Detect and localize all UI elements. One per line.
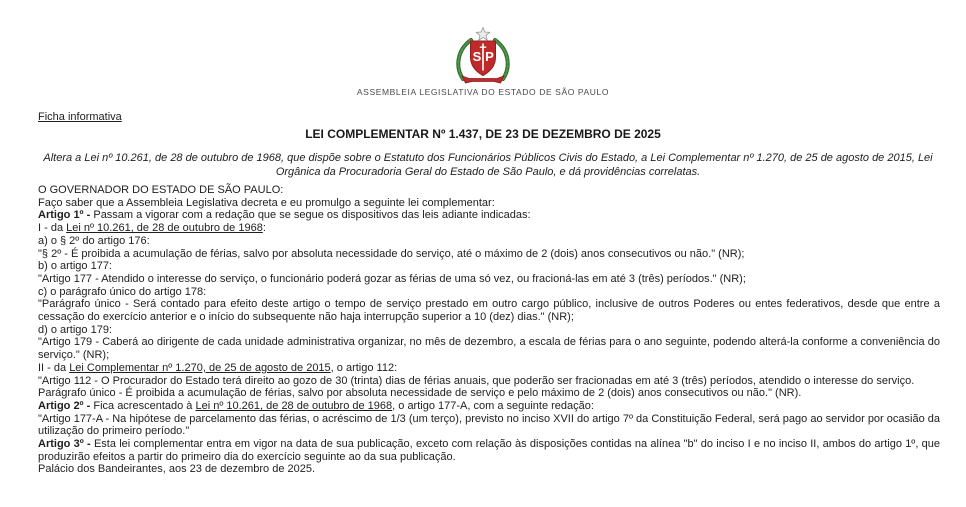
body-paragraph [38,298,940,323]
body-paragraph [38,260,940,273]
text-run: d) o artigo 179: [38,323,112,336]
text-run: Fica acrescentado à [90,399,196,412]
body-paragraph [38,400,940,413]
body-paragraph [38,387,940,400]
text-run: Esta lei complementar entra em vigor na data de sua publicação, exceto com relação às disposições contidas na alínea "b" do inciso I e no inciso II, ambos do artigo 1º, que produzirão efeitos a partir do primeiro dia do exercício seguinte ao da sua publicação. [38,438,940,463]
law-link[interactable]: Lei nº 10.261, de 28 de outubro de 1968 [66,222,263,235]
text-run: II - da [38,361,70,374]
text-run: Palácio dos Bandeirantes, aos 23 de dezembro de 2025. [38,463,316,476]
body-paragraph [38,324,940,337]
law-ementa: Altera a Lei nº 10.261, de 28 de outubro de 1968, que dispõe sobre o Estatuto dos Funcionários Públicos Civis do Estado, a Lei Complementar nº 1.270, de 25 de agosto de 2015, Lei Orgânica da Procuradoria Geral do Estado de São Paulo, e dá providências correlatas. [43,152,933,178]
body-paragraph [38,438,940,463]
text-run: b) o artigo 177: [38,260,112,273]
body-paragraph [38,248,940,261]
law-link[interactable]: Lei Complementar nº 1.270, de 25 de agosto de 2015 [69,361,331,374]
text-run: "Artigo 112 - O Procurador do Estado terá direito ao gozo de 30 (trinta) dias de férias anuais, que poderão ser fracionadas em até 3 (três) períodos, atendido o interesse do serviço. [38,374,915,387]
law-link[interactable]: Lei nº 10.261, de 28 de outubro de 1968 [195,399,393,412]
text-run: "Artigo 177-A - Na hipótese de parcelamento das férias, o acréscimo de 1/3 (um terço), previsto no inciso XVII do artigo 7º da Constituição Federal, será pago ao servidor por ocasião da utilização do primeiro período." [38,412,940,438]
body-paragraph [38,413,940,438]
body-paragraph [38,375,940,388]
body-paragraph [38,197,940,210]
body-paragraph [38,222,940,235]
article-label: Artigo 2º - [38,399,91,412]
text-run: , o artigo 177-A, com a seguinte redação: [392,399,594,412]
text-run: c) o parágrafo único do artigo 178: [38,285,207,298]
ficha-informativa-link[interactable]: Ficha informativa [38,111,122,123]
body-paragraph [38,184,940,197]
text-run: "Parágrafo único - Será contado para efeito deste artigo o tempo de serviço prestado em outro cargo público, inclusive de outros Poderes ou entes federativos, desde que entre a cessação do exercício anterior e o início do subsequente não haja interrupção superior a 10 (dez) dias." (NR); [38,298,940,324]
body-paragraph [38,286,940,299]
text-run: Passam a vigorar com a redação que se segue os dispositivos das leis adiante indicadas: [90,209,531,222]
svg-text:S: S [472,49,482,64]
document-body [38,184,940,476]
article-label: Artigo 3º - [38,438,91,451]
text-run: : [262,222,266,235]
body-paragraph [38,209,940,222]
law-title: LEI COMPLEMENTAR Nº 1.437, DE 23 DE DEZEMBRO DE 2025 [305,127,661,141]
logo-block [0,27,966,87]
text-run: O GOVERNADOR DO ESTADO DE SÃO PAULO: [38,184,284,196]
text-run: Parágrafo único - É proibida a acumulação de férias, salvo por absoluta necessidade de serviço e pelo máximo de 2 (dois) anos consecutivos ou não." (NR). [38,387,802,400]
sao-paulo-coat-of-arms-icon [450,27,516,87]
body-paragraph [38,362,940,375]
assembly-caption: ASSEMBLEIA LEGISLATIVA DO ESTADO DE SÃO PAULO [356,87,610,97]
body-paragraph [38,336,940,361]
text-run: "§ 2º - É proibida a acumulação de férias, salvo por absoluta necessidade do serviço, até o máximo de 2 (dois) anos consecutivos ou não." (NR); [38,247,745,260]
svg-text:P: P [485,49,494,64]
text-run: "Artigo 177 - Atendido o interesse do serviço, o funcionário poderá gozar as férias de uma só vez, ou fracioná-las em até 3 (três) períodos." (NR); [38,272,746,285]
text-run: I - da [38,222,67,235]
text-run: Faço saber que a Assembleia Legislativa decreta e eu promulgo a seguinte lei complementar: [38,196,495,209]
text-run: , o artigo 112: [330,361,398,374]
body-paragraph [38,463,940,476]
text-run: a) o § 2º do artigo 176: [38,234,150,247]
body-paragraph [38,235,940,248]
body-paragraph [38,273,940,286]
text-run: "Artigo 179 - Caberá ao dirigente de cada unidade administrativa organizar, no mês de dezembro, a escala de férias para o ano seguinte, podendo alterá-la conforme a conveniência do serviço." (NR); [38,336,940,362]
article-label: Artigo 1º - [38,209,91,222]
